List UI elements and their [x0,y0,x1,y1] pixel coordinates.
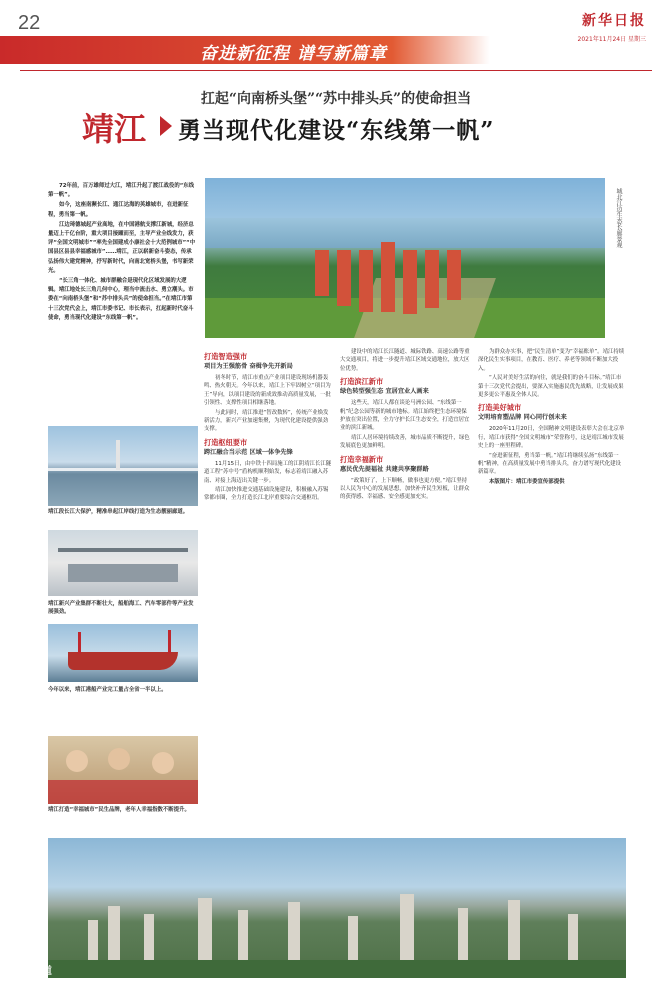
red-monument-shape [403,250,417,314]
article-column-1 [204,348,332,504]
greenery-shape [48,960,626,978]
section-heading: 打造枢纽要市 [204,437,248,447]
building-shape [348,916,358,960]
machine-shape [68,564,178,582]
intro-paragraph: 72年前，百万雄师过大江，靖江升起了渡江战役的“东线第一帆”。 [48,183,195,199]
body-paragraph: 11月15日，由中铁十四局施工的江阴靖江长江隧道工程“苏中号”盾构机顺利始发，标志着靖江融入苏南、对接上海迈出关键一步。 [204,460,332,484]
section-heading: 打造滨江新市 [340,377,384,387]
person-shape [66,750,88,772]
body-paragraph: 与此同时，靖江推进“智改数转”，传统产业焕发新活力，新兴产业加速集聚，为现代化建设提供强劲支撑。 [204,409,329,433]
title-arrow-icon [160,116,172,136]
elderly-photo [48,736,198,804]
intro-block [48,182,196,324]
article-subtitle: 扛起“向南桥头堡”“苏中排头兵”的使命担当 [200,91,472,107]
crane-shape [78,632,81,654]
red-monument-shape [315,250,329,296]
photo-caption: 靖江段长江大保护，精准串起江岸线打造为生态靓丽廊道。 [48,509,189,515]
building-shape [458,908,468,960]
section-heading: 打造幸福新市 [340,454,384,464]
red-monument-shape [425,250,439,308]
hero-photo [205,178,605,338]
bridge-deck-shape [48,468,198,471]
building-shape [198,898,212,960]
ship-hull-shape [68,652,178,670]
person-shape [152,752,174,774]
photo-credit: 本版图片：靖江市委宣传部提供 [489,478,565,485]
header-rule [20,70,652,71]
body-paragraph: “人民对美好生活的向往，就是我们的奋斗目标。”靖江市第十三次党代会提出，要深入实施惠民优先战略，让发展成果更多更公平惠及全体人民。 [478,375,624,399]
photo-caption: 靖江打造“幸福城市”民生品牌，老年人幸福指数不断提升。 [48,807,190,813]
shipyard-photo [48,624,198,682]
section-subheading: 绿色转型强生态 宜居宜业人画来 [340,388,429,396]
bridge-tower-shape [116,440,120,470]
photo-caption: 靖江新兴产业集群不断壮大，船舶海工、汽车零部件等产业发展强劲。 [48,601,194,615]
section-banner [0,36,490,64]
building-shape [400,894,414,960]
bridge-photo [48,426,198,506]
river-shape [205,218,605,248]
masthead [0,0,672,70]
machine-shape [58,548,188,552]
section-subheading: 惠民优先提福祉 共建共享聚群路 [340,465,429,473]
body-paragraph: 建设中的靖江长江隧道、城际铁路、高速公路等重大交通项目，将进一步提升靖江区域交通地位，放大区位优势。 [340,349,470,372]
body-paragraph: 初冬时节，靖江市重点产业项目建设现场机器轰鸣、热火朝天。今年以来，靖江上下牢固树立“项目为王”导向，以项目建设的新成效推动高质量发展，一批引领性、支撑性项目相继落地。 [204,375,331,407]
body-paragraph: 靖江加快推进交通基础设施建设，积极融入苏锡常都市圈，全力打造长江北岸重要综合交通枢纽。 [204,487,329,502]
building-shape [108,906,120,960]
intro-paragraph: 如今，这座南濒长江、通江达海的英雄城市，在进新征程，勇当第一帆。 [48,202,189,218]
body-paragraph: 这些天，靖江人都在谈论马洲公园、“东线第一帆”纪念公园等新的城市地标。靖江始终把生态环境保护放在突出位置，全力守护长江生态安全，打造宜居宜业的滨江新城。 [340,400,470,432]
red-monument-shape [447,250,461,300]
section-heading: 打造美好城市 [478,403,522,413]
body-paragraph: “政策好了，上下顺畅，做事也更方便。”靖江坚持以人民为中心的发展思想，加快补齐民生短板，让群众的获得感、幸福感、安全感更加充实。 [340,477,470,501]
article-column-3 [478,348,626,487]
building-shape [508,900,520,960]
issue-date: 2021年11月24日 星期三 [577,36,646,43]
body-paragraph: 为群众办实事，把“民生清单”变为“幸福账单”。靖江持续深化民生实事项目，在教育、医疗、养老等领域不断加大投入。 [478,349,625,372]
intro-paragraph: “长三角一体化、城市群融合是现代化区域发展的大逻辑。靖江地处长三角几何中心，理当中流击水、勇立潮头。市委在“向南桥头堡”和“苏中排头兵”的使命担当。”在靖江市第十三次党代会上，靖江市委书记、市长表示，扛起新时代奋斗使命，勇当现代化建设“东线第一帆”。 [48,278,194,321]
body-paragraph: “奋进新征程，勇当第一帆。”靖江将继续弘扬“东线第一帆”精神，在高质量发展中勇当排头兵，奋力谱写现代化建设新篇章。 [478,452,621,476]
section-subheading: 项目为王强筋骨 奋楫争先开新局 [204,363,293,370]
intro-paragraph: 江边琦德城起产业高地，在中国港航支撑江新城，经济总量迈上千亿台阶，重大项目接踵而至，主导产业全线发力，获评“全国文明城市”“率先全国建成小康社会十大范例城市”“中国县区县县幸福感城市”……靖江，正以崭新奋斗姿态，传承弘扬伟大建党精神，抒写新时代，向南北宽桥头堡，书写新荣光。 [48,221,196,274]
video-watermark: 大视频道 [12,966,52,977]
photo-caption: 今年以来，靖江港船产业完工量占全省一半以上。 [48,687,167,693]
section-subheading: 跨江融合当示范 区域一体争先锋 [204,448,293,456]
red-monument-shape [359,250,373,312]
red-monument-shape [381,242,395,312]
section-heading: 打造智造强市 [204,352,248,361]
building-shape [144,914,154,960]
building-shape [568,914,578,960]
article-title: 勇当现代化建设“东线第一帆” [178,117,495,144]
table-shape [48,780,198,804]
region-label: 靖江 [82,110,147,148]
building-shape [238,910,248,960]
body-paragraph: 靖江人居环境持续改善，城市品质不断提升，绿色发展底色更加鲜明。 [340,434,470,450]
article-column-2 [340,348,470,503]
factory-photo [48,530,198,596]
banner-text: 奋进新征程 谱写新篇章 [200,44,387,64]
newspaper-logo: 新华日报 [582,13,646,29]
section-subheading: 文明培育塑品牌 同心同行创未来 [478,414,567,422]
page-number: 22 [18,12,41,34]
city-panorama-photo [48,838,626,978]
person-shape [108,748,130,770]
body-paragraph: 2020年11月20日，全国精神文明建设表彰大会在北京举行，靖江市获得“全国文明城市”荣誉称号，这是靖江城市发展史上的一座里程碑。 [478,426,625,450]
red-monument-shape [337,250,351,306]
hero-caption: 城北江边生态长廊景观 [615,188,622,248]
building-shape [288,902,300,960]
building-shape [88,920,98,960]
crane-shape [168,630,171,654]
